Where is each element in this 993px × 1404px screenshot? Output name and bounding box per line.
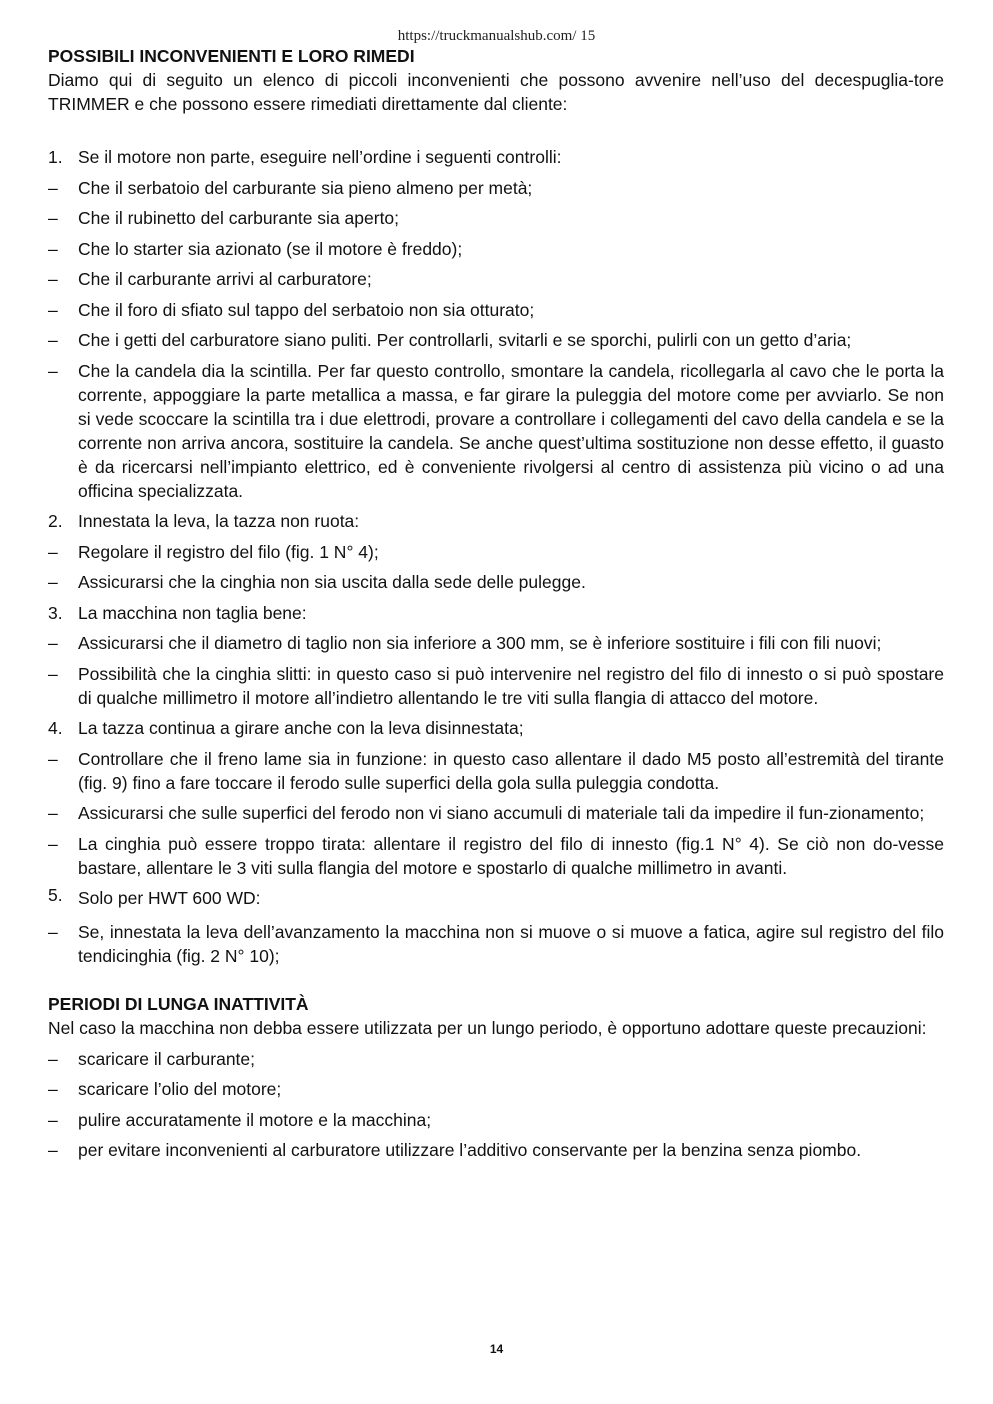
section-title-inactivity: PERIODI DI LUNGA INATTIVITÀ xyxy=(48,994,309,1014)
list-item xyxy=(48,328,944,352)
list-item-text: Assicurarsi che sulle superfici del ferodo non vi siano accumuli di materiale tali da impedire il fun-zionamento; xyxy=(78,803,925,823)
list-marker: – xyxy=(48,833,58,854)
list-item-text: Se, innestata la leva dell’avanzamento la macchina non si muove o si muove a fatica, agire sul registro del filo tendicinghia (fig. 2 N° 10); xyxy=(78,922,944,966)
list-marker: – xyxy=(48,238,58,259)
section-intro-troubleshooting: Diamo qui di seguito un elenco di piccoli inconvenienti che possono avvenire nell’uso del decespuglia-tore TRIMMER e che possono essere rimediati direttamente dal cliente: xyxy=(48,70,944,114)
list-marker: – xyxy=(48,299,58,320)
section-inactivity xyxy=(48,992,944,1162)
list-item-text: Che il carburante arrivi al carburatore; xyxy=(78,269,372,289)
list-item-text: Controllare che il freno lame sia in funzione: in questo caso allentare il dado M5 posto all’estremità del tirante (fig. 9) fino a fare toccare il ferodo sulle superfici della gola sulla puleggia condotta. xyxy=(78,748,944,793)
list-marker: – xyxy=(48,1109,58,1130)
troubleshooting-list xyxy=(48,145,944,968)
inactivity-list xyxy=(48,1047,944,1163)
section-troubleshooting xyxy=(48,44,944,968)
list-item-text: Assicurarsi che la cinghia non sia uscita dalla sede delle pulegge. xyxy=(78,572,586,592)
list-item-text: Regolare il registro del filo (fig. 1 N° 4); xyxy=(78,541,379,562)
list-marker: 3. xyxy=(48,602,63,623)
list-item xyxy=(48,145,944,169)
list-marker: 5. xyxy=(48,884,63,905)
list-item-text: pulire accuratamente il motore e la macchina; xyxy=(78,1109,432,1130)
list-marker: – xyxy=(48,269,58,289)
list-marker: – xyxy=(48,1079,58,1099)
list-item-text: Che la candela dia la scintilla. Per far questo controllo, smontare la candela, ricollegarla al cavo che le porta la corrente, appoggiare la parte metallica a massa, e far girare la puleggia del motore come per avviarlo. Se non si vede scoccare la scintilla tra i due elettrodi, provare a controllare i collegamenti del cavo della candela e se la corrente non arriva ancora, sostituire la candela. Se anche quest’ultima sostituzione non desse effetto, il guasto è da ricercarsi nell’impianto elettrico, ed è conveniente rivolgersi al centro di assistenza più vicino o ad una officina specializzata. xyxy=(78,360,944,501)
list-item xyxy=(48,359,944,503)
list-item-text: scaricare il carburante; xyxy=(78,1048,256,1069)
list-marker: – xyxy=(48,1140,58,1160)
list-item xyxy=(48,832,944,880)
list-item-text: La macchina non taglia bene: xyxy=(78,602,307,623)
section-title-troubleshooting: POSSIBILI INCONVENIENTI E LORO RIMEDI xyxy=(48,46,415,66)
list-item xyxy=(48,570,944,594)
list-item-text: La cinghia può essere troppo tirata: allentare il registro del filo di innesto (fig.1 N° 4). Se ciò non do-vesse bastare, allentare le 3 viti sulla flangia del motore e spostarlo di qualche millimetro in avanti. xyxy=(78,833,944,878)
list-item xyxy=(48,1077,944,1101)
list-item xyxy=(48,601,944,625)
list-item xyxy=(48,237,944,261)
list-marker: – xyxy=(48,922,58,942)
list-item xyxy=(48,540,944,564)
document-body xyxy=(48,44,944,1162)
list-item xyxy=(48,176,944,200)
list-marker: 4. xyxy=(48,718,63,738)
list-item-text: Solo per HWT 600 WD: xyxy=(78,887,261,908)
list-marker: – xyxy=(48,541,58,562)
list-marker: – xyxy=(48,633,58,653)
list-marker: 1. xyxy=(48,147,63,167)
section-intro-inactivity: Nel caso la macchina non debba essere utilizzata per un lungo periodo, è opportuno adottare queste precauzioni: xyxy=(48,1018,927,1038)
list-item-text: Innestata la leva, la tazza non ruota: xyxy=(78,511,360,531)
list-marker: – xyxy=(48,330,58,350)
list-item-text: scaricare l’olio del motore; xyxy=(78,1079,282,1099)
list-marker: – xyxy=(48,208,58,228)
list-item xyxy=(48,662,944,710)
list-item-text: Che i getti del carburatore siano puliti. Per controllarli, svitarli e se sporchi, pulirli con un getto d’aria; xyxy=(78,330,852,350)
list-item-text: Assicurarsi che il diametro di taglio non sia inferiore a 300 mm, se è inferiore sostituire i fili con fili nuovi; xyxy=(78,633,882,653)
page-number: 14 xyxy=(489,1342,504,1356)
list-marker: – xyxy=(48,572,58,592)
list-item xyxy=(48,801,944,825)
list-item-text: Che il rubinetto del carburante sia aperto; xyxy=(78,208,400,228)
list-item-text: La tazza continua a girare anche con la leva disinnestata; xyxy=(78,718,524,738)
list-item-text: Che lo starter sia azionato (se il motore è freddo); xyxy=(78,238,463,259)
list-item xyxy=(48,716,944,740)
list-item xyxy=(48,747,944,795)
list-marker: – xyxy=(48,177,58,198)
list-marker: – xyxy=(48,360,58,381)
list-item xyxy=(48,509,944,533)
list-marker: – xyxy=(48,748,58,769)
list-item xyxy=(48,298,944,322)
list-item xyxy=(48,631,944,655)
list-item-text: Se il motore non parte, eseguire nell’ordine i seguenti controlli: xyxy=(78,147,562,167)
list-item xyxy=(48,1108,944,1132)
header-url: https://truckmanualshub.com/ 15 xyxy=(397,28,596,44)
list-item-text: Che il foro di sfiato sul tappo del serbatoio non sia otturato; xyxy=(78,299,535,320)
list-item xyxy=(48,267,944,291)
list-item xyxy=(48,1047,944,1071)
list-marker: – xyxy=(48,663,58,684)
list-marker: – xyxy=(48,1048,58,1069)
list-marker: – xyxy=(48,803,58,823)
list-item xyxy=(48,920,944,968)
list-item-text: Possibilità che la cinghia slitti: in questo caso si può intervenire nel registro del filo di innesto o si può spostare di qualche millimetro il motore all’indietro allentando le tre viti sulla flangia di attacco del motore. xyxy=(78,663,944,708)
list-item xyxy=(48,206,944,230)
list-item-text: per evitare inconvenienti al carburatore utilizzare l’additivo conservante per la benzina senza piombo. xyxy=(78,1140,862,1160)
list-item xyxy=(48,883,944,914)
list-item-text: Che il serbatoio del carburante sia pieno almeno per metà; xyxy=(78,177,533,198)
list-item xyxy=(48,1138,944,1162)
list-marker: 2. xyxy=(48,511,63,531)
